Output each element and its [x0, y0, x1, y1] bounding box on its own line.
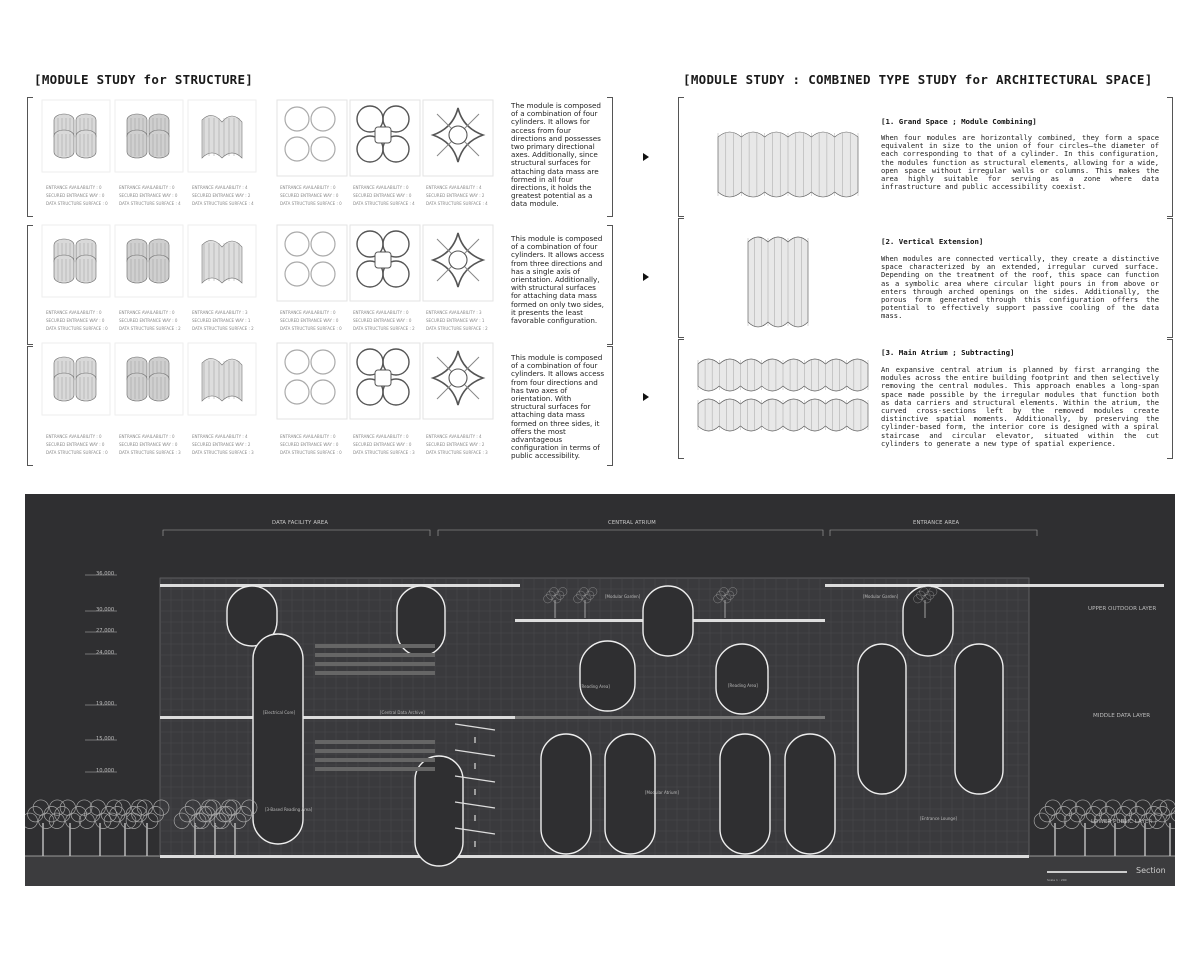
- spec-r1-c2-l2: SECURED ENTRANCE WAY : 0: [119, 193, 178, 198]
- atrium-slab: [515, 716, 825, 719]
- cylinder-void: [903, 586, 953, 656]
- tree-canopy: [110, 807, 125, 822]
- plan-center: [449, 251, 467, 269]
- data-shelf: [315, 740, 435, 744]
- tree-canopy: [104, 813, 119, 828]
- spec-r3-c3-l1: ENTRANCE AVAILABILITY : 4: [192, 434, 248, 439]
- module-r3-c4: [277, 343, 347, 419]
- spec-r2-c3-l3: DATA STRUCTURE SURFACE : 2: [192, 326, 254, 331]
- spec-r1-c4-l2: SECURED ENTRANCE WAY : 0: [280, 193, 339, 198]
- floor-slab: [160, 855, 1029, 858]
- cylinder-void: [541, 734, 591, 854]
- scale-bar: [1047, 871, 1127, 873]
- arch-opening: [580, 641, 635, 711]
- combined-2-text: When modules are connected vertically, they create a distinctive space characterized by an extended, irregular curved surface. Depending on the treatment of the roof, this space can function as a symbolic area where circular light pours in from above or enters through arched openings on the sides. Additionally, the porous form generated through this configuration offers the potential to effectively support passive cooling of the data mass.: [881, 254, 1159, 321]
- spec-r1-c4-l3: DATA STRUCTURE SURFACE : 0: [280, 201, 342, 206]
- module-r3-c5: [350, 343, 420, 419]
- spec-r3-c4-l2: SECURED ENTRANCE WAY : 0: [280, 442, 339, 447]
- module-diagrams: [0, 95, 510, 465]
- spec-r1-c4-l1: ENTRANCE AVAILABILITY : 0: [280, 185, 336, 190]
- room-electrical-core: [Electrical Core]: [263, 710, 296, 715]
- spec-r1-c3-l1: ENTRANCE AVAILABILITY : 4: [192, 185, 248, 190]
- curved-surface: [202, 358, 242, 401]
- spec-r2-c2-l1: ENTRANCE AVAILABILITY : 0: [119, 310, 175, 315]
- spec-r2-c3-l1: ENTRANCE AVAILABILITY : 3: [192, 310, 248, 315]
- spec-r2-c4-l2: SECURED ENTRANCE WAY : 0: [280, 318, 339, 323]
- arrow-row1: [643, 153, 649, 161]
- tree-canopy: [1062, 800, 1077, 815]
- room-entrance-lounge: [Entrance Lounge]: [920, 816, 957, 821]
- combined-1-text: When four modules are horizontally combined, they form a space equivalent in size to the union of four circles—the diameter of each corresponding to that of a cylinder. In this configuration, the modules function as structural elements, allowing for a wide, open space without irregular walls or columns. This makes the area highly suitable for serving as a zone where data infrastructure and public accessibility coexist.: [881, 133, 1159, 192]
- combined-3-diagram: [698, 359, 868, 431]
- tree-canopy: [101, 807, 116, 822]
- tree-canopy: [1152, 800, 1167, 815]
- spec-r2-c6-l3: DATA STRUCTURE SURFACE : 2: [426, 326, 488, 331]
- bracket-right-c2: [1167, 218, 1173, 338]
- spec-r1-c3-l3: DATA STRUCTURE SURFACE : 4: [192, 201, 254, 206]
- spec-r3-c6-l2: SECURED ENTRANCE WAY : 2: [426, 442, 485, 447]
- tree: [1149, 800, 1175, 856]
- level-27000: 27,000: [96, 628, 115, 634]
- tree-canopy: [28, 807, 43, 822]
- bracket-right-row2: [607, 225, 613, 345]
- cylinder: [76, 255, 96, 283]
- cylinder-void: [955, 644, 1003, 794]
- room-modular-garden-1: [Modular Garden]: [605, 594, 641, 599]
- arch-opening: [716, 644, 768, 714]
- level-10000: 10,000: [96, 768, 115, 774]
- cylinder-void: [415, 756, 463, 866]
- spec-r1-c3-l2: SECURED ENTRANCE WAY : 2: [192, 193, 251, 198]
- spec-r2-c3-l2: SECURED ENTRANCE WAY : 1: [192, 318, 251, 323]
- spec-r3-c4-l1: ENTRANCE AVAILABILITY : 0: [280, 434, 336, 439]
- spec-r2-c5-l3: DATA STRUCTURE SURFACE : 2: [353, 326, 415, 331]
- module-r2-c6: [423, 225, 493, 301]
- arrow-row2: [643, 273, 649, 281]
- bracket-right-c1: [1167, 97, 1173, 217]
- zone-dimension: [438, 530, 823, 536]
- tree-canopy: [1070, 807, 1085, 822]
- spec-r3-c6-l3: DATA STRUCTURE SURFACE : 3: [426, 450, 488, 455]
- spec-r3-c2-l2: SECURED ENTRANCE WAY : 0: [119, 442, 178, 447]
- cylinder: [127, 130, 147, 158]
- spec-r3-c2-l3: DATA STRUCTURE SURFACE : 3: [119, 450, 181, 455]
- level-30000: 30,000: [96, 607, 115, 613]
- cylinder: [127, 255, 147, 283]
- module-r2-c3: [188, 225, 256, 297]
- spec-r1-c5-l3: DATA STRUCTURE SURFACE : 4: [353, 201, 415, 206]
- combined-3-title: [3. Main Atrium ; Subtracting]: [881, 348, 1015, 357]
- module-r1-c2: [115, 100, 183, 172]
- module-r1-c6: [423, 100, 493, 176]
- spec-r1-c5-l2: SECURED ENTRANCE WAY : 0: [353, 193, 412, 198]
- spec-r2-c4-l3: DATA STRUCTURE SURFACE : 0: [280, 326, 342, 331]
- floor-slab: [160, 716, 520, 719]
- level-19000: 19,000: [96, 701, 115, 707]
- tree-canopy: [1040, 807, 1055, 822]
- right-heading: [MODULE STUDY : COMBINED TYPE STUDY for ARCHITECTURAL SPACE]: [683, 72, 1153, 87]
- cylinder-void: [858, 644, 906, 794]
- tree-canopy: [1155, 807, 1170, 822]
- spec-r1-c6-l2: SECURED ENTRANCE WAY : 2: [426, 193, 485, 198]
- tree-canopy: [77, 800, 92, 815]
- spec-r1-c2-l3: DATA STRUCTURE SURFACE : 4: [119, 201, 181, 206]
- module-r1-c3: [188, 100, 256, 172]
- zone-data-facility: DATA FACILITY AREA: [272, 520, 329, 526]
- combined-2-diagram: [748, 237, 808, 327]
- tree-canopy: [1034, 813, 1049, 828]
- combined-diagrams: [688, 97, 878, 457]
- room-reading-area-2: [Reading Area]: [728, 683, 758, 688]
- plan-void: [375, 370, 391, 386]
- tree-canopy: [66, 813, 81, 828]
- spec-r1-c1-l3: DATA STRUCTURE SURFACE : 0: [46, 201, 108, 206]
- room-data-archive: [Central Data Archive]: [380, 710, 425, 715]
- row3-description: This module is composed of a combination of four cylinders. It allows access from four directions and has two axes of orientation. With structural surfaces for attaching data mass formed on three sides, it offers the most advantageous configuration in terms of public accessibility.: [511, 353, 605, 461]
- data-shelf: [315, 671, 435, 675]
- cylinder-void: [785, 734, 835, 854]
- zone-entrance: ENTRANCE AREA: [913, 520, 960, 526]
- layer-upper: UPPER OUTDOOR LAYER: [1088, 606, 1157, 612]
- tree: [79, 800, 122, 856]
- cylinder-void: [720, 734, 770, 854]
- plan-void: [375, 127, 391, 143]
- level-15000: 15,000: [96, 736, 115, 742]
- spec-r3-c2-l1: ENTRANCE AVAILABILITY : 0: [119, 434, 175, 439]
- spec-r2-c5-l2: SECURED ENTRANCE WAY : 0: [353, 318, 412, 323]
- module-r3-c3: [188, 343, 256, 415]
- spec-r2-c4-l1: ENTRANCE AVAILABILITY : 0: [280, 310, 336, 315]
- cylinder: [149, 373, 169, 401]
- bracket-right-c3: [1167, 339, 1173, 459]
- spec-r3-c1-l1: ENTRANCE AVAILABILITY : 0: [46, 434, 102, 439]
- cylinder: [149, 130, 169, 158]
- cylinder: [149, 255, 169, 283]
- plan-void: [375, 252, 391, 268]
- data-shelf: [315, 749, 435, 753]
- zone-dimension: [163, 530, 430, 536]
- module-r3-c6: [423, 343, 493, 419]
- spec-r2-c1-l1: ENTRANCE AVAILABILITY : 0: [46, 310, 102, 315]
- bracket-left-row2: [27, 225, 33, 345]
- spec-r3-c5-l2: SECURED ENTRANCE WAY : 0: [353, 442, 412, 447]
- building-section: [25, 494, 1175, 886]
- room-3-based-reading: [3-Based Reading Area]: [265, 807, 313, 812]
- tree-canopy: [71, 807, 86, 822]
- combined-1-diagram: [718, 132, 858, 197]
- spec-r2-c1-l3: DATA STRUCTURE SURFACE : 0: [46, 326, 108, 331]
- combined-2-title: [2. Vertical Extension]: [881, 237, 984, 246]
- bracket-left-c2: [678, 218, 684, 338]
- ground-band: [25, 856, 1175, 886]
- combined-3-text: An expansive central atrium is planned by first arranging the modules across the entire building footprint and then selectively removing the central modules. This approach enables a long-span space made possible by the irregular modules that function both as data carriers and structural elements. Within the atrium, the curved cross-sections left by the removed modules create distinctive spatial moments. Additionally, by preserving the cylinder-based form, the interior core is designed with a spiral staircase and circular elevator, situated within the cut cylinders to generate a new type of spatial experience.: [881, 365, 1159, 448]
- spec-r3-c3-l2: SECURED ENTRANCE WAY : 2: [192, 442, 251, 447]
- spec-r2-c2-l2: SECURED ENTRANCE WAY : 0: [119, 318, 178, 323]
- module-r2-c1: [42, 225, 110, 297]
- spec-r1-c1-l1: ENTRANCE AVAILABILITY : 0: [46, 185, 102, 190]
- cylinder: [54, 130, 74, 158]
- tree: [49, 800, 92, 856]
- data-shelf: [315, 644, 435, 648]
- cylinder: [76, 130, 96, 158]
- spec-r3-c5-l3: DATA STRUCTURE SURFACE : 3: [353, 450, 415, 455]
- tree-canopy: [107, 800, 122, 815]
- spec-r2-c6-l1: ENTRANCE AVAILABILITY : 3: [426, 310, 482, 315]
- room-reading-area-1: [Reading Area]: [580, 684, 610, 689]
- module-r3-c1: [42, 343, 110, 415]
- data-shelf: [315, 767, 435, 771]
- left-heading: [MODULE STUDY for STRUCTURE]: [34, 72, 254, 87]
- tree: [1094, 800, 1137, 856]
- spec-r3-c5-l1: ENTRANCE AVAILABILITY : 0: [353, 434, 409, 439]
- elevator-core: [253, 634, 303, 844]
- spec-r2-c1-l2: SECURED ENTRANCE WAY : 0: [46, 318, 105, 323]
- tree-canopy: [1056, 807, 1071, 822]
- tree-canopy: [1051, 813, 1066, 828]
- room-modular-garden-2: [Modular Garden]: [863, 594, 899, 599]
- row2-description: This module is composed of a combination of four cylinders. It allows access from three directions and has a single axis of orientation. Additionally, with structural surfaces for attaching data mass formed on only two sides, it presents the least favorable configuration.: [511, 234, 605, 326]
- data-shelf: [315, 662, 435, 666]
- cylinder-void: [643, 586, 693, 656]
- plan-center: [449, 126, 467, 144]
- combined-1-title: [1. Grand Space ; Module Combining]: [881, 117, 1037, 126]
- spec-r3-c1-l3: DATA STRUCTURE SURFACE : 0: [46, 450, 108, 455]
- layer-lower: LOWER PUBLIC LAYER: [1091, 819, 1153, 825]
- bracket-right-row3: [607, 346, 613, 466]
- section-drawing: [25, 494, 1175, 886]
- curved-surface: [202, 115, 242, 158]
- floor-slab: [160, 584, 520, 587]
- tree-canopy: [143, 813, 158, 828]
- bracket-left-c3: [678, 339, 684, 459]
- module-r2-c4: [277, 225, 347, 301]
- plan-center: [449, 369, 467, 387]
- tree: [104, 800, 147, 856]
- spec-r1-c6-l3: DATA STRUCTURE SURFACE : 4: [426, 201, 488, 206]
- bracket-right-row1: [607, 97, 613, 217]
- spec-r3-c6-l1: ENTRANCE AVAILABILITY : 4: [426, 434, 482, 439]
- spec-r2-c6-l2: SECURED ENTRANCE WAY : 1: [426, 318, 485, 323]
- module-r1-c1: [42, 100, 110, 172]
- tree-canopy: [85, 807, 100, 822]
- curved-surface: [202, 240, 242, 283]
- tree-canopy: [55, 807, 70, 822]
- tree: [1064, 800, 1107, 856]
- tree: [1034, 800, 1077, 856]
- tree-canopy: [79, 813, 94, 828]
- spec-r1-c6-l1: ENTRANCE AVAILABILITY : 4: [426, 185, 482, 190]
- module-r2-c2: [115, 225, 183, 297]
- data-shelf: [315, 653, 435, 657]
- spec-r1-c2-l1: ENTRANCE AVAILABILITY : 0: [119, 185, 175, 190]
- scale-label: Scale 1 : 200: [1047, 878, 1067, 882]
- row1-description: The module is composed of a combination of four cylinders. It allows for access from four directions and possesses two primary directional axes. Additionally, since structural surfaces for attaching data mass are formed in all four directions, it holds the greatest potential as a data module.: [511, 101, 601, 209]
- zone-central-atrium: CENTRAL ATRIUM: [608, 520, 656, 526]
- tree-canopy: [1064, 813, 1079, 828]
- tree: [1124, 800, 1167, 856]
- arrow-row3: [643, 393, 649, 401]
- module-r1-c4: [277, 100, 347, 176]
- module-r3-c2: [115, 343, 183, 415]
- spec-r2-c2-l3: DATA STRUCTURE SURFACE : 2: [119, 326, 181, 331]
- spec-r3-c3-l3: DATA STRUCTURE SURFACE : 3: [192, 450, 254, 455]
- spec-r2-c5-l1: ENTRANCE AVAILABILITY : 0: [353, 310, 409, 315]
- cylinder: [127, 373, 147, 401]
- bracket-left-row3: [27, 346, 33, 466]
- bracket-left-c1: [678, 97, 684, 217]
- spec-r1-c1-l2: SECURED ENTRANCE WAY : 0: [46, 193, 105, 198]
- room-modular-atrium: [Modular Atrium]: [645, 790, 679, 795]
- spec-r1-c5-l1: ENTRANCE AVAILABILITY : 0: [353, 185, 409, 190]
- level-24000: 24,000: [96, 650, 115, 656]
- cylinder: [76, 373, 96, 401]
- data-shelf: [315, 758, 435, 762]
- spec-r3-c1-l2: SECURED ENTRANCE WAY : 0: [46, 442, 105, 447]
- layer-middle: MIDDLE DATA LAYER: [1093, 713, 1151, 719]
- cylinder: [54, 255, 74, 283]
- level-36000: 36,000: [96, 571, 115, 577]
- tree-canopy: [1092, 800, 1107, 815]
- module-r2-c5: [350, 225, 420, 301]
- spec-r3-c4-l3: DATA STRUCTURE SURFACE : 0: [280, 450, 342, 455]
- floor-slab: [825, 584, 1164, 587]
- module-r1-c5: [350, 100, 420, 176]
- cylinder: [54, 373, 74, 401]
- wavy-mass: [748, 237, 808, 327]
- tree-canopy: [1122, 800, 1137, 815]
- zone-dimension: [830, 530, 1037, 536]
- tree-canopy: [96, 813, 111, 828]
- section-title: Section: [1136, 866, 1166, 875]
